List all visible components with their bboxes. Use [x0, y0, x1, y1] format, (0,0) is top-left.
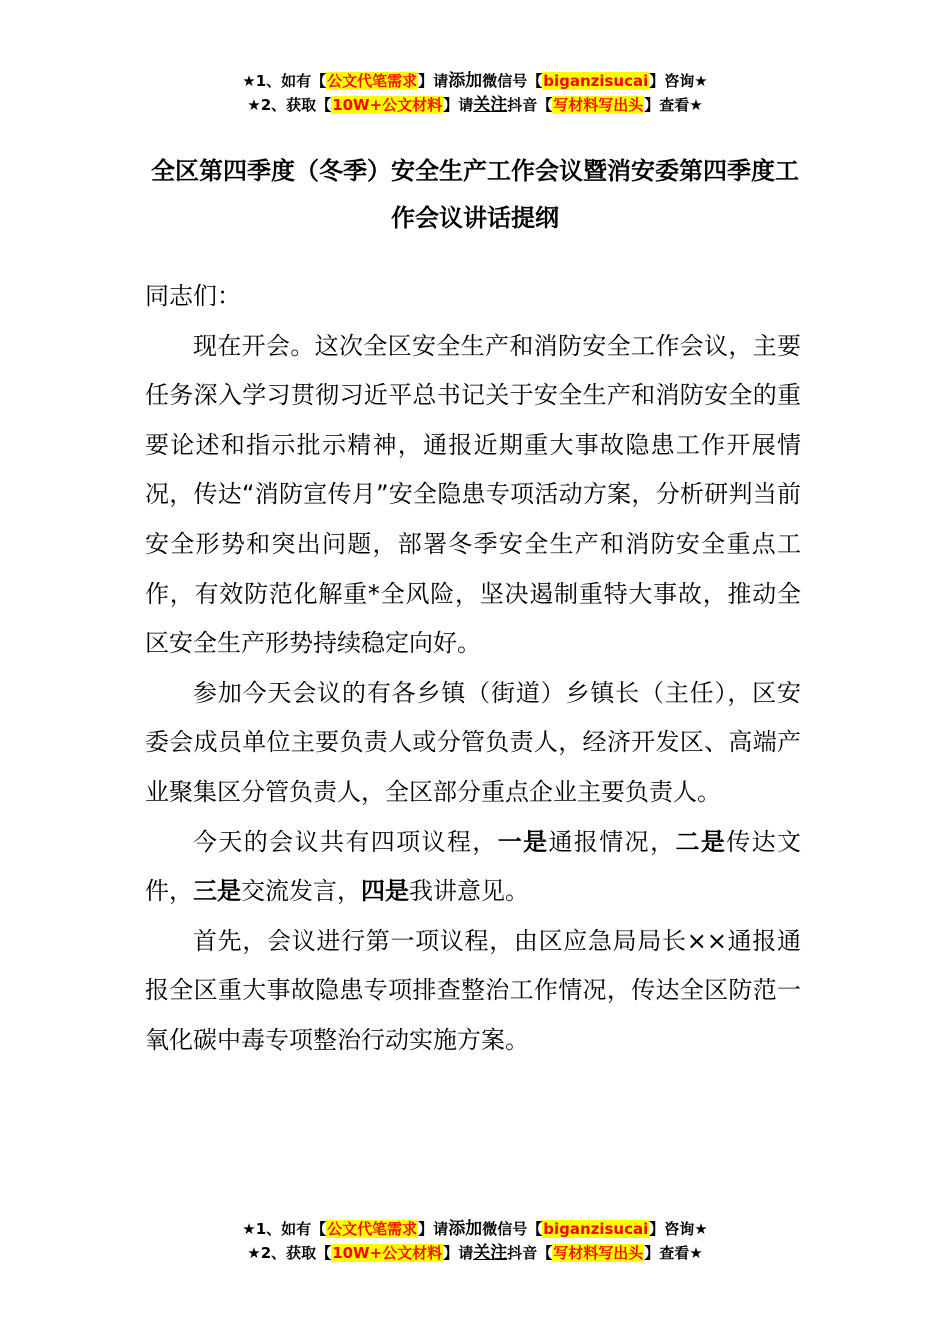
- promo-emphasis: 添加: [448, 1219, 483, 1239]
- promo-text: 抖音【: [507, 1244, 553, 1262]
- agenda-emphasis: 一是: [497, 827, 549, 856]
- promo-text: ★1、如有【: [242, 72, 327, 90]
- promo-highlight: biganzisucai: [543, 1220, 649, 1238]
- document-body: [145, 272, 801, 1066]
- agenda-text: 传达文件，: [145, 827, 802, 906]
- promo-highlight: 10W+公文材料: [332, 96, 443, 114]
- promo-emphasis: 添加: [448, 71, 483, 91]
- promo-text: 】请: [418, 1220, 449, 1238]
- paragraph-agenda: [145, 818, 801, 917]
- promo-highlight: 公文代笔需求: [327, 1220, 418, 1238]
- promo-line-2: [0, 93, 950, 117]
- promo-emphasis: 关注: [473, 1243, 508, 1263]
- promo-highlight: 写材料写出头: [553, 96, 644, 114]
- promo-highlight: 公文代笔需求: [327, 72, 418, 90]
- promo-text: 】查看★: [644, 1244, 703, 1262]
- promo-line-1: [0, 69, 950, 93]
- paragraph-opening: 现在开会。这次全区安全生产和消防安全工作会议，主要任务深入学习贯彻习近平总书记关于安全生产和消防安全的重要论述和指示批示精神，通报近期重大事故隐患工作开展情况，传达“消防宣传月”安全隐患专项活动方案，分析研判当前安全形势和突出问题，部署冬季安全生产和消防安全重点工作，有效防范化解重*全风险，坚决遏制重特大事故，推动全区安全生产形势持续稳定向好。: [145, 331, 801, 658]
- promo-line-1: [0, 1217, 950, 1241]
- agenda-text: 交流发言，: [241, 877, 361, 906]
- agenda-text: 今天的会议共有四项议程，: [193, 827, 498, 856]
- promo-text: 抖音【: [507, 96, 553, 114]
- promo-text: 微信号【: [482, 72, 543, 90]
- promo-emphasis: 关注: [473, 95, 508, 115]
- promo-text: ★1、如有【: [242, 1220, 327, 1238]
- promo-highlight: 10W+公文材料: [332, 1244, 443, 1262]
- salutation: 同志们：: [145, 282, 241, 310]
- agenda-emphasis: 二是: [675, 827, 727, 856]
- promo-text: 】请: [443, 1244, 474, 1262]
- promo-highlight: biganzisucai: [543, 72, 649, 90]
- promo-text: 】请: [443, 96, 474, 114]
- promo-text: ★2、获取【: [247, 96, 332, 114]
- promo-text: 微信号【: [482, 1220, 543, 1238]
- footer-promo: [0, 1217, 950, 1265]
- paragraph-first-item: 首先，会议进行第一项议程，由区应急局局长××通报通报全区重大事故隐患专项排查整治工作情况，传达全区防范一氧化碳中毒专项整治行动实施方案。: [145, 926, 801, 1054]
- promo-text: 】查看★: [644, 96, 703, 114]
- promo-text: ★2、获取【: [247, 1244, 332, 1262]
- agenda-text: 我讲意见。: [409, 877, 529, 906]
- paragraph-attendees: 参加今天会议的有各乡镇（街道）乡镇长（主任），区安委会成员单位主要负责人或分管负责人，经济开发区、高端产业聚集区分管负责人，全区部分重点企业主要负责人。: [145, 678, 801, 806]
- header-promo: [0, 69, 950, 117]
- promo-text: 】咨询★: [649, 1220, 708, 1238]
- document-title: 全区第四季度（冬季）安全生产工作会议暨消安委第四季度工作会议讲话提纲: [151, 157, 799, 232]
- promo-text: 】请: [418, 72, 449, 90]
- promo-highlight: 写材料写出头: [553, 1244, 644, 1262]
- agenda-emphasis: 四是: [361, 877, 409, 906]
- promo-line-2: [0, 1241, 950, 1265]
- promo-text: 】咨询★: [649, 72, 708, 90]
- agenda-emphasis: 三是: [193, 877, 241, 906]
- agenda-text: 通报情况，: [548, 827, 676, 856]
